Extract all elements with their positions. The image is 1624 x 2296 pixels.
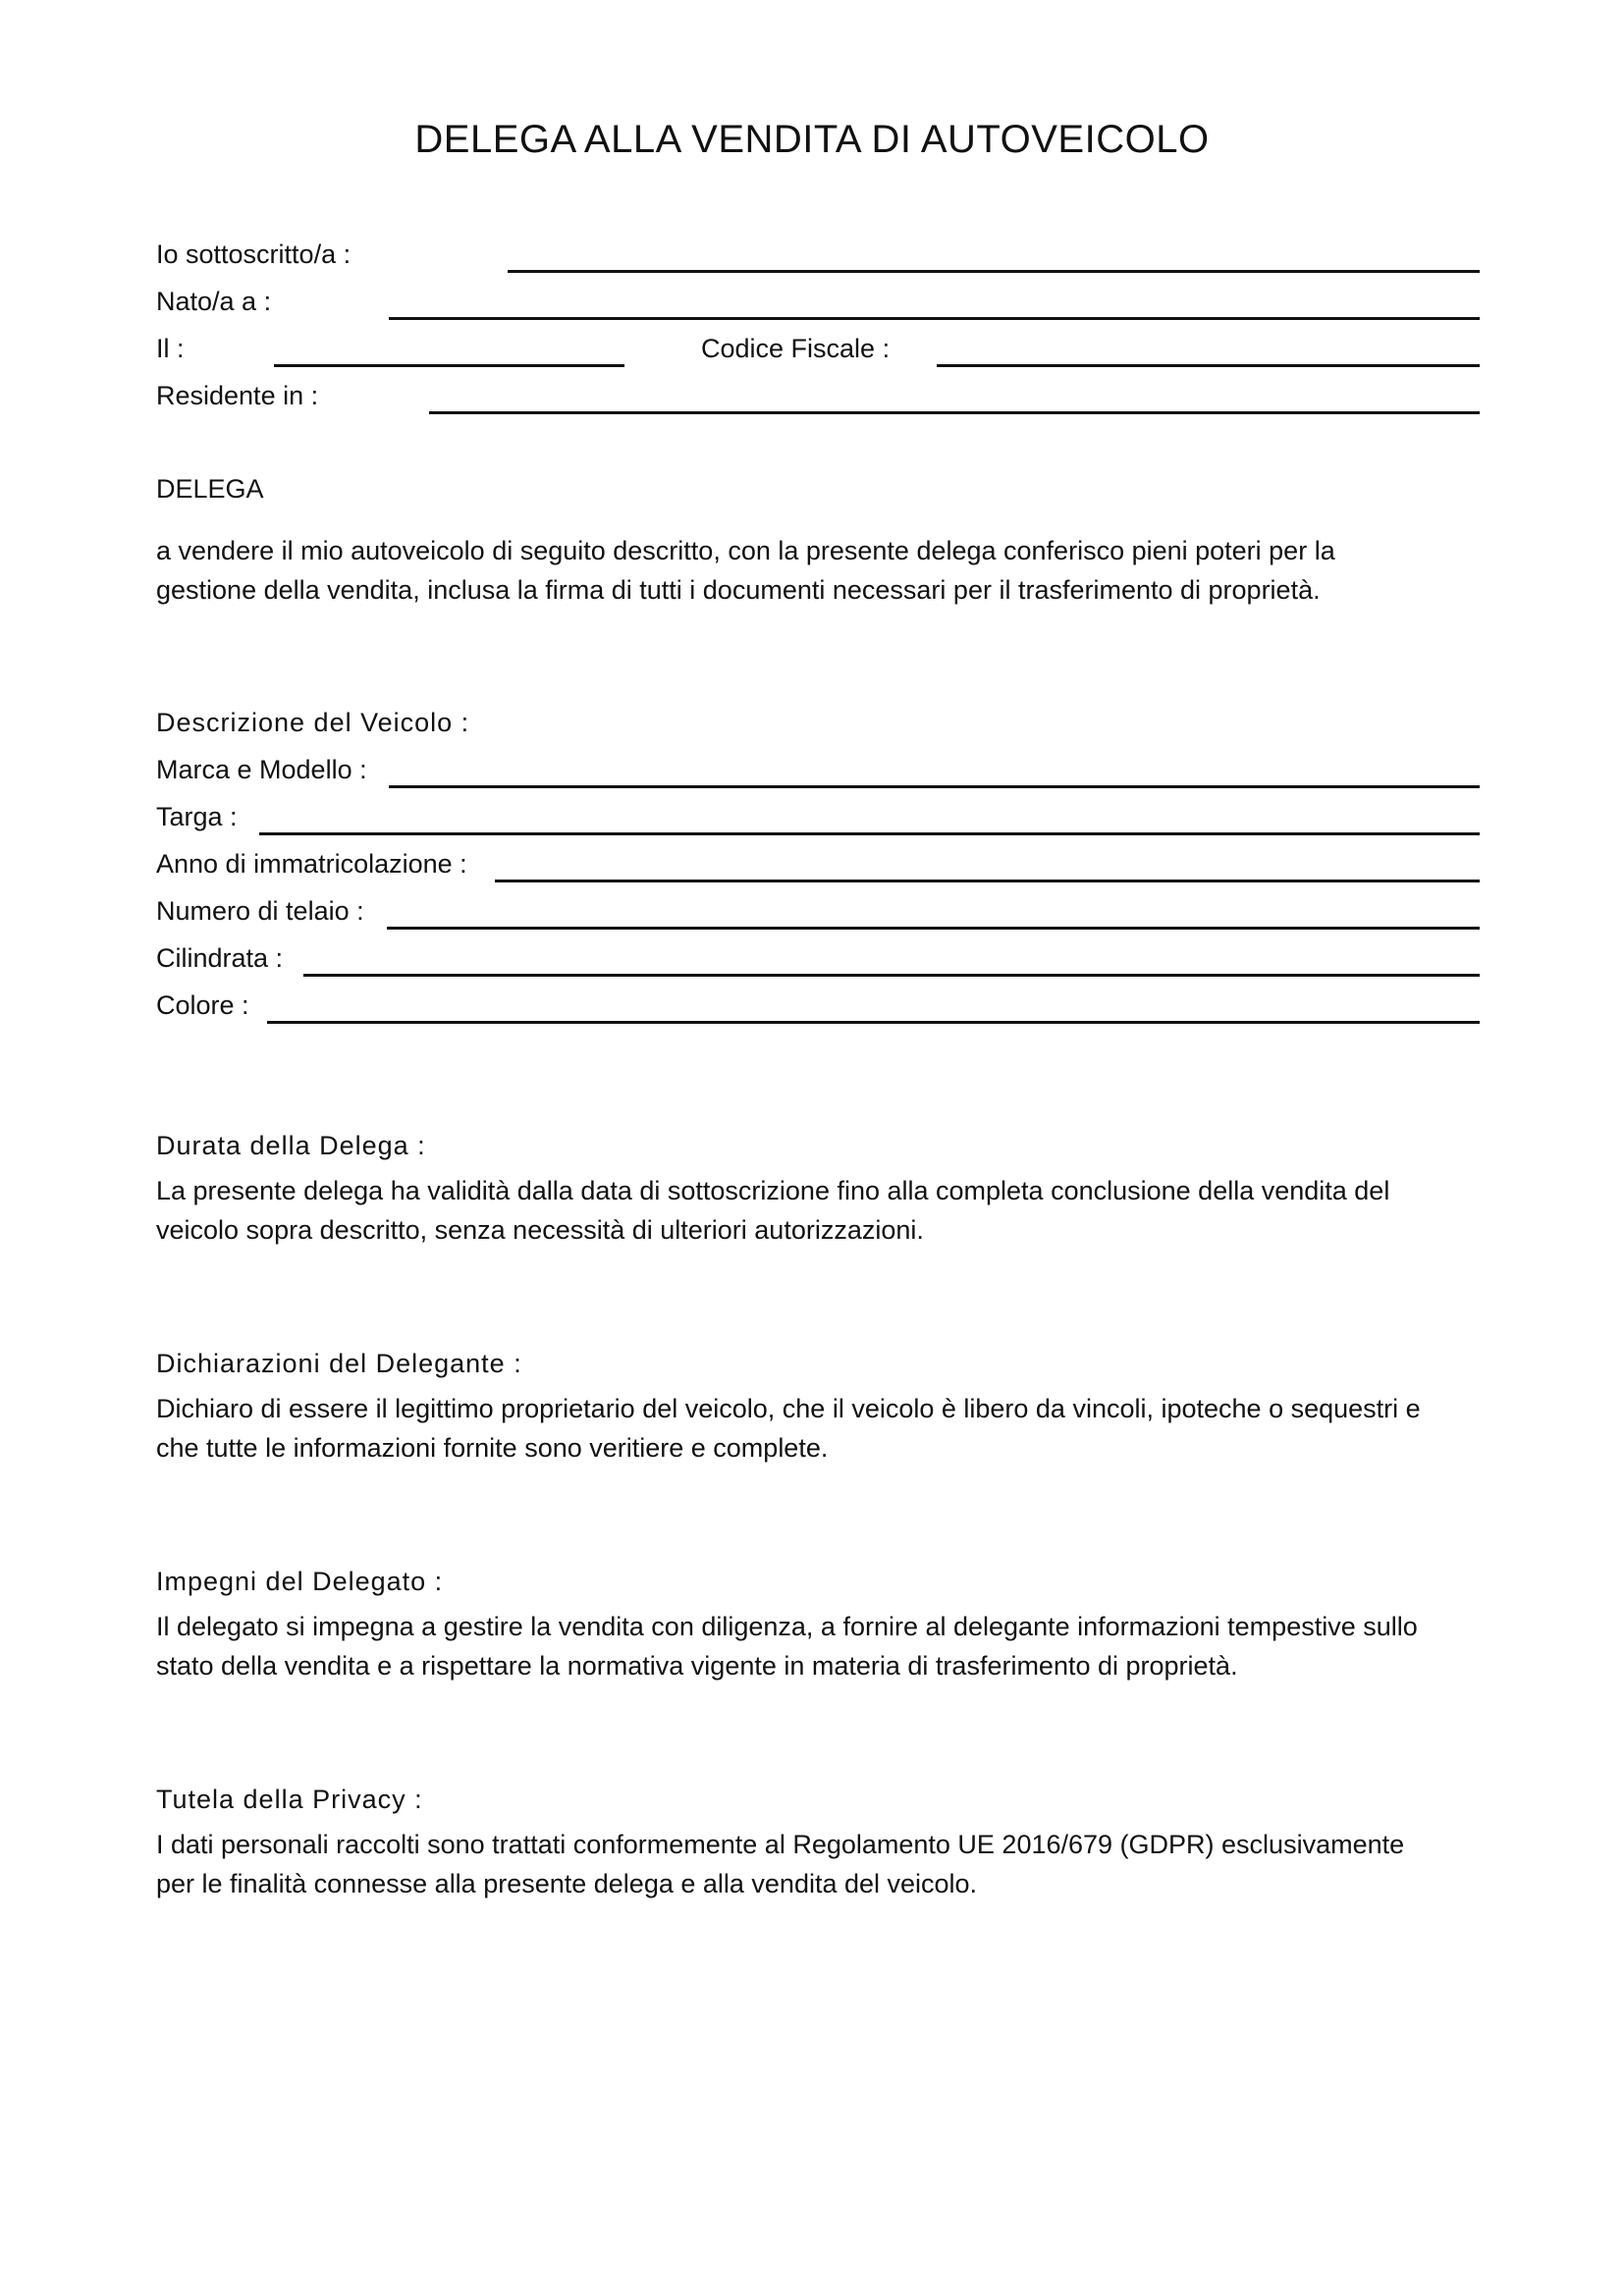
durata-text [156,1171,1531,1250]
marca-field[interactable] [389,785,1480,788]
text-line: per le finalità connesse alla presente delega e alla vendita del veicolo. [156,1869,978,1898]
data-nascita-label: Il : [156,334,185,363]
colore-label: Colore : [156,990,249,1020]
codice-fiscale-label: Codice Fiscale : [701,334,891,363]
data-nascita-field[interactable] [274,364,624,367]
sottoscritto-field[interactable] [508,270,1480,273]
text-line: veicolo sopra descritto, senza necessità di ulteriori autorizzazioni. [156,1215,924,1245]
text-line: Il delegato si impegna a gestire la vendita con diligenza, a fornire al delegante informazioni tempestive sullo [156,1612,1418,1641]
residente-label: Residente in : [156,381,319,410]
colore-field[interactable] [267,1021,1480,1024]
delega-heading: DELEGA [156,474,264,504]
nato-field[interactable] [389,317,1480,320]
text-line: Dichiaro di essere il legittimo proprietario del veicolo, che il veicolo è libero da vincoli, ipoteche o sequestri e [156,1394,1421,1423]
marca-label: Marca e Modello : [156,755,367,784]
anno-field[interactable] [495,880,1480,882]
document-title: DELEGA ALLA VENDITA DI AUTOVEICOLO [414,118,1210,161]
impegni-heading: Impegni del Delegato : [156,1567,444,1596]
telaio-field[interactable] [387,927,1480,930]
privacy-text [156,1825,1531,1903]
anno-label: Anno di immatricolazione : [156,849,467,879]
residente-field[interactable] [429,411,1480,414]
telaio-label: Numero di telaio : [156,896,364,926]
impegni-text [156,1607,1531,1685]
veicolo-heading: Descrizione del Veicolo : [156,708,470,737]
text-line: I dati personali raccolti sono trattati conformemente al Regolamento UE 2016/679 (GDPR) esclusivamente [156,1830,1405,1859]
text-line: stato della vendita e a rispettare la normativa vigente in materia di trasferimento di proprietà. [156,1651,1238,1681]
cilindrata-field[interactable] [303,974,1480,977]
targa-label: Targa : [156,802,238,831]
text-line: che tutte le informazioni fornite sono veritiere e complete. [156,1433,829,1463]
codice-fiscale-field[interactable] [937,364,1480,367]
dichiarazioni-heading: Dichiarazioni del Delegante : [156,1349,522,1378]
cilindrata-label: Cilindrata : [156,943,284,973]
dichiarazioni-text [156,1389,1531,1468]
targa-field[interactable] [259,832,1480,835]
delega-text [156,531,1531,610]
sottoscritto-label: Io sottoscritto/a : [156,240,352,269]
nato-label: Nato/a a : [156,287,272,316]
text-line: a vendere il mio autoveicolo di seguito descritto, con la presente delega conferisco pieni poteri per la [156,536,1335,565]
durata-heading: Durata della Delega : [156,1131,426,1160]
text-line: gestione della vendita, inclusa la firma di tutti i documenti necessari per il trasferimento di proprietà. [156,575,1321,605]
text-line: La presente delega ha validità dalla data di sottoscrizione fino alla completa conclusione della vendita del [156,1176,1390,1205]
privacy-heading: Tutela della Privacy : [156,1785,423,1814]
